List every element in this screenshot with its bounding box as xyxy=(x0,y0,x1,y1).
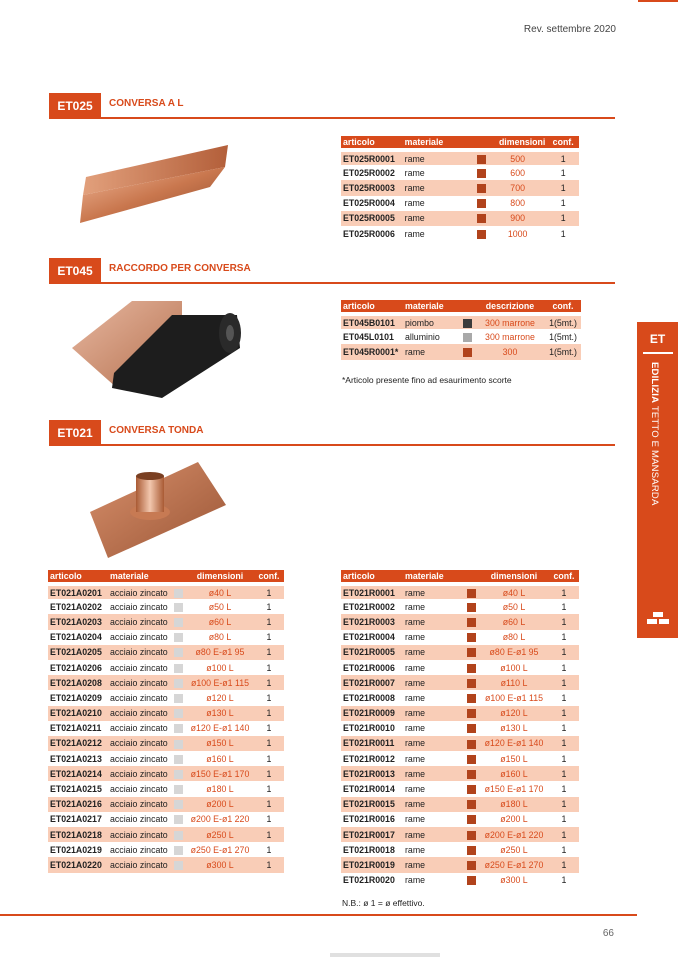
table-row: ET021A0218 acciaio zincato ø250 L 1 xyxy=(48,827,284,842)
swatch-rame-icon xyxy=(477,184,486,193)
table-row: ET021R0008 rame ø100 E-ø1 115 1 xyxy=(343,692,567,703)
swatch-rame-icon xyxy=(467,770,476,779)
swatch-zinc-icon xyxy=(174,633,183,642)
table-et021-right xyxy=(341,570,579,888)
swatch-zinc-icon xyxy=(174,861,183,870)
col-descrizione: descrizione xyxy=(475,300,545,314)
swatch-zinc-icon xyxy=(174,755,183,764)
section-code: ET021 xyxy=(49,420,101,446)
table-row: ET021A0212 acciaio zincato ø150 L 1 xyxy=(48,736,284,751)
footnote-et021: N.B.: ø 1 = ø effettivo. xyxy=(342,898,425,908)
col-articolo: articolo xyxy=(341,570,403,584)
table-row: ET021R0009 rame ø120 L 1 xyxy=(341,706,579,721)
swatch-zinc-icon xyxy=(174,831,183,840)
col-dimensioni: dimensioni xyxy=(488,136,547,150)
table-row: ET021A0203 acciaio zincato ø60 L 1 xyxy=(48,614,284,629)
table-row: ET021R0016 rame ø200 L 1 xyxy=(343,814,567,825)
table-row: ET025R0004 rame 800 1 xyxy=(343,198,566,209)
top-accent-line xyxy=(638,0,678,2)
swatch-rame-icon xyxy=(467,831,476,840)
swatch-rame-icon xyxy=(467,709,476,718)
swatch-rame-icon xyxy=(467,815,476,824)
col-materiale: materiale xyxy=(403,570,465,584)
section-header-et021 xyxy=(49,420,615,446)
swatch-rame-icon xyxy=(477,230,486,239)
table-header-row xyxy=(341,136,579,150)
swatch-rame-icon xyxy=(467,589,476,598)
table-row: ET025R0001 rame 500 1 xyxy=(341,150,579,165)
table-row: ET021R0013 rame ø160 L 1 xyxy=(341,766,579,781)
table-row: ET021R0011 rame ø120 E-ø1 140 1 xyxy=(341,736,579,751)
table-row: ET021R0014 rame ø150 E-ø1 170 1 xyxy=(343,784,567,795)
product-image-conversa-a-l xyxy=(80,135,230,230)
col-conf: conf. xyxy=(254,570,284,584)
col-articolo: articolo xyxy=(48,570,108,584)
table-header-row xyxy=(341,300,581,314)
footnote-et045: *Articolo presente fino ad esaurimento scorte xyxy=(342,375,512,385)
swatch-rame-icon xyxy=(467,755,476,764)
swatch-rame-icon xyxy=(477,199,486,208)
table-row: ET021R0006 rame ø100 L 1 xyxy=(343,662,567,673)
table-et045 xyxy=(341,300,581,360)
table-row: ET021R0012 rame ø150 L 1 xyxy=(343,753,567,764)
table-row: ET045L0101 alluminio 300 marrone 1(5mt.) xyxy=(343,331,577,342)
section-code: ET045 xyxy=(49,258,101,284)
col-articolo: articolo xyxy=(341,136,403,150)
table-row: ET021A0209 acciaio zincato ø120 L 1 xyxy=(50,692,272,703)
swatch-rame-icon xyxy=(467,603,476,612)
category-side-tab xyxy=(637,322,678,638)
swatch-rame-icon xyxy=(467,679,476,688)
swatch-rame-icon xyxy=(467,740,476,749)
swatch-piombo-icon xyxy=(463,319,472,328)
table-header-row xyxy=(48,570,284,584)
table-row: ET021R0019 rame ø250 E-ø1 270 1 xyxy=(341,857,579,872)
product-image-raccordo xyxy=(72,293,247,403)
table-row: ET021R0020 rame ø300 L 1 xyxy=(343,875,567,886)
swatch-zinc-icon xyxy=(174,815,183,824)
swatch-zinc-icon xyxy=(174,770,183,779)
table-row: ET021A0220 acciaio zincato ø300 L 1 xyxy=(48,857,284,872)
section-title: RACCORDO PER CONVERSA xyxy=(109,263,251,274)
swatch-zinc-icon xyxy=(174,618,183,627)
table-row: ET021A0205 acciaio zincato ø80 E-ø1 95 1 xyxy=(48,645,284,660)
side-tab-label: EDILIZIA TETTO E MANSARDA xyxy=(649,362,660,506)
col-dimensioni: dimensioni xyxy=(479,570,549,584)
swatch-zinc-icon xyxy=(174,785,183,794)
swatch-rame-icon xyxy=(477,169,486,178)
table-row: ET021R0017 rame ø200 E-ø1 220 1 xyxy=(341,827,579,842)
swatch-rame-icon xyxy=(477,155,486,164)
swatch-zinc-icon xyxy=(174,709,183,718)
table-row: ET021R0004 rame ø80 L 1 xyxy=(343,632,567,643)
table-row: ET021A0211 acciaio zincato ø120 E-ø1 140 1 xyxy=(50,723,272,734)
section-code: ET025 xyxy=(49,93,101,119)
swatch-zinc-icon xyxy=(174,740,183,749)
swatch-zinc-icon xyxy=(174,800,183,809)
table-row: ET021A0204 acciaio zincato ø80 L 1 xyxy=(50,632,272,643)
product-image-conversa-tonda xyxy=(88,460,228,560)
swatch-zinc-icon xyxy=(174,694,183,703)
table-row: ET021A0216 acciaio zincato ø200 L 1 xyxy=(48,797,284,812)
swatch-zinc-icon xyxy=(174,589,183,598)
table-row: ET021A0202 acciaio zincato ø50 L 1 xyxy=(50,601,272,612)
col-materiale: materiale xyxy=(108,570,172,584)
table-row: ET021A0214 acciaio zincato ø150 E-ø1 170 1 xyxy=(48,766,284,781)
section-title: CONVERSA A L xyxy=(109,98,184,109)
section-header-et045 xyxy=(49,258,615,284)
swatch-zinc-icon xyxy=(174,664,183,673)
swatch-rame-icon xyxy=(467,633,476,642)
side-tab-divider xyxy=(643,352,673,354)
table-row: ET021A0213 acciaio zincato ø160 L 1 xyxy=(50,753,272,764)
col-materiale: materiale xyxy=(403,300,461,314)
swatch-rame-icon xyxy=(467,618,476,627)
swatch-zinc-icon xyxy=(174,679,183,688)
table-row: ET025R0005 rame 900 1 xyxy=(341,211,579,226)
col-conf: conf. xyxy=(549,570,579,584)
section-title: CONVERSA TONDA xyxy=(109,425,204,436)
table-row: ET021R0007 rame ø110 L 1 xyxy=(341,675,579,690)
side-tab-code: ET xyxy=(649,332,666,346)
table-row: ET021R0005 rame ø80 E-ø1 95 1 xyxy=(341,645,579,660)
table-et021-left xyxy=(48,570,284,873)
swatch-rame-icon xyxy=(467,861,476,870)
table-row: ET021A0206 acciaio zincato ø100 L 1 xyxy=(50,662,272,673)
swatch-rame-icon xyxy=(467,664,476,673)
col-articolo: articolo xyxy=(341,300,403,314)
table-et025 xyxy=(341,136,579,241)
table-row: ET025R0002 rame 600 1 xyxy=(343,167,566,178)
swatch-rame-icon xyxy=(467,724,476,733)
table-row: ET021A0219 acciaio zincato ø250 E-ø1 270 1 xyxy=(50,844,272,855)
page-number: 66 xyxy=(602,928,614,939)
swatch-zinc-icon xyxy=(174,846,183,855)
table-row: ET045B0101 piombo 300 marrone 1(5mt.) xyxy=(341,314,581,329)
table-row: ET025R0006 rame 1000 1 xyxy=(343,228,566,239)
cut-off-text xyxy=(330,953,440,957)
swatch-rame-icon xyxy=(467,876,476,885)
swatch-rame-icon xyxy=(467,846,476,855)
table-row: ET021A0217 acciaio zincato ø200 E-ø1 220 1 xyxy=(50,814,272,825)
swatch-zinc-icon xyxy=(174,648,183,657)
col-conf: conf. xyxy=(547,136,579,150)
table-row: ET021A0210 acciaio zincato ø130 L 1 xyxy=(48,706,284,721)
revision-label: Rev. settembre 2020 xyxy=(523,24,616,35)
table-row: ET021A0201 acciaio zincato ø40 L 1 xyxy=(48,584,284,599)
swatch-rame-icon xyxy=(467,800,476,809)
swatch-alluminio-icon xyxy=(463,333,472,342)
table-header-row xyxy=(341,570,579,584)
col-conf: conf. xyxy=(545,300,581,314)
table-row: ET021R0002 rame ø50 L 1 xyxy=(343,601,567,612)
section-header-et025 xyxy=(49,93,615,119)
swatch-rame-icon xyxy=(467,785,476,794)
table-row: ET025R0003 rame 700 1 xyxy=(341,180,579,195)
table-row: ET021R0010 rame ø130 L 1 xyxy=(343,723,567,734)
table-row: ET021R0018 rame ø250 L 1 xyxy=(343,844,567,855)
footer-rule xyxy=(0,914,637,916)
swatch-zinc-icon xyxy=(174,603,183,612)
table-row: ET021R0001 rame ø40 L 1 xyxy=(341,584,579,599)
table-row: ET021A0208 acciaio zincato ø100 E-ø1 115 1 xyxy=(48,675,284,690)
table-row: ET021A0215 acciaio zincato ø180 L 1 xyxy=(50,784,272,795)
col-materiale: materiale xyxy=(403,136,475,150)
swatch-rame-icon xyxy=(463,348,472,357)
table-row: ET021R0003 rame ø60 L 1 xyxy=(341,614,579,629)
swatch-zinc-icon xyxy=(174,724,183,733)
swatch-rame-icon xyxy=(477,214,486,223)
col-dimensioni: dimensioni xyxy=(186,570,254,584)
swatch-rame-icon xyxy=(467,648,476,657)
swatch-rame-icon xyxy=(467,694,476,703)
table-row: ET045R0001* rame 300 1(5mt.) xyxy=(341,344,581,359)
table-row: ET021R0015 rame ø180 L 1 xyxy=(341,797,579,812)
